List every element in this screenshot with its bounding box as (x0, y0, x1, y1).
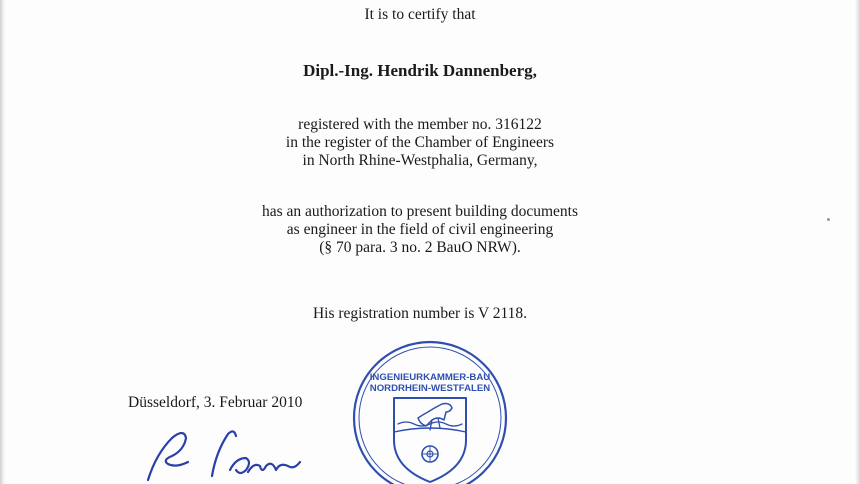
authorization-line-2: as engineer in the field of civil engineering (286, 221, 554, 238)
handwritten-signature (142, 418, 302, 484)
authorization-line-1: has an authorization to present building documents (262, 203, 578, 220)
place-and-date: Düsseldorf, 3. Februar 2010 (128, 394, 303, 411)
engineer-name: Dipl.-Ing. Hendrik Dannenberg, (303, 61, 537, 80)
authorization-line-3: (§ 70 para. 3 no. 2 BauO NRW). (319, 239, 521, 256)
page-edge-shadow-right (855, 0, 860, 484)
registration-line-2: in the register of the Chamber of Engineers (285, 134, 555, 151)
svg-text:INGENIEURKAMMER-BAU: INGENIEURKAMMER-BAU (369, 372, 491, 383)
registration-number: His registration number is V 2118. (312, 305, 528, 322)
svg-text:NORDRHEIN-WESTFALEN: NORDRHEIN-WESTFALEN (369, 383, 491, 394)
registration-line-3: in North Rhine-Westphalia, Germany, (302, 152, 538, 169)
chamber-seal-stamp (350, 336, 510, 484)
registration-line-1: registered with the member no. 316122 (298, 116, 542, 133)
intro-line: It is to certify that (364, 6, 476, 23)
